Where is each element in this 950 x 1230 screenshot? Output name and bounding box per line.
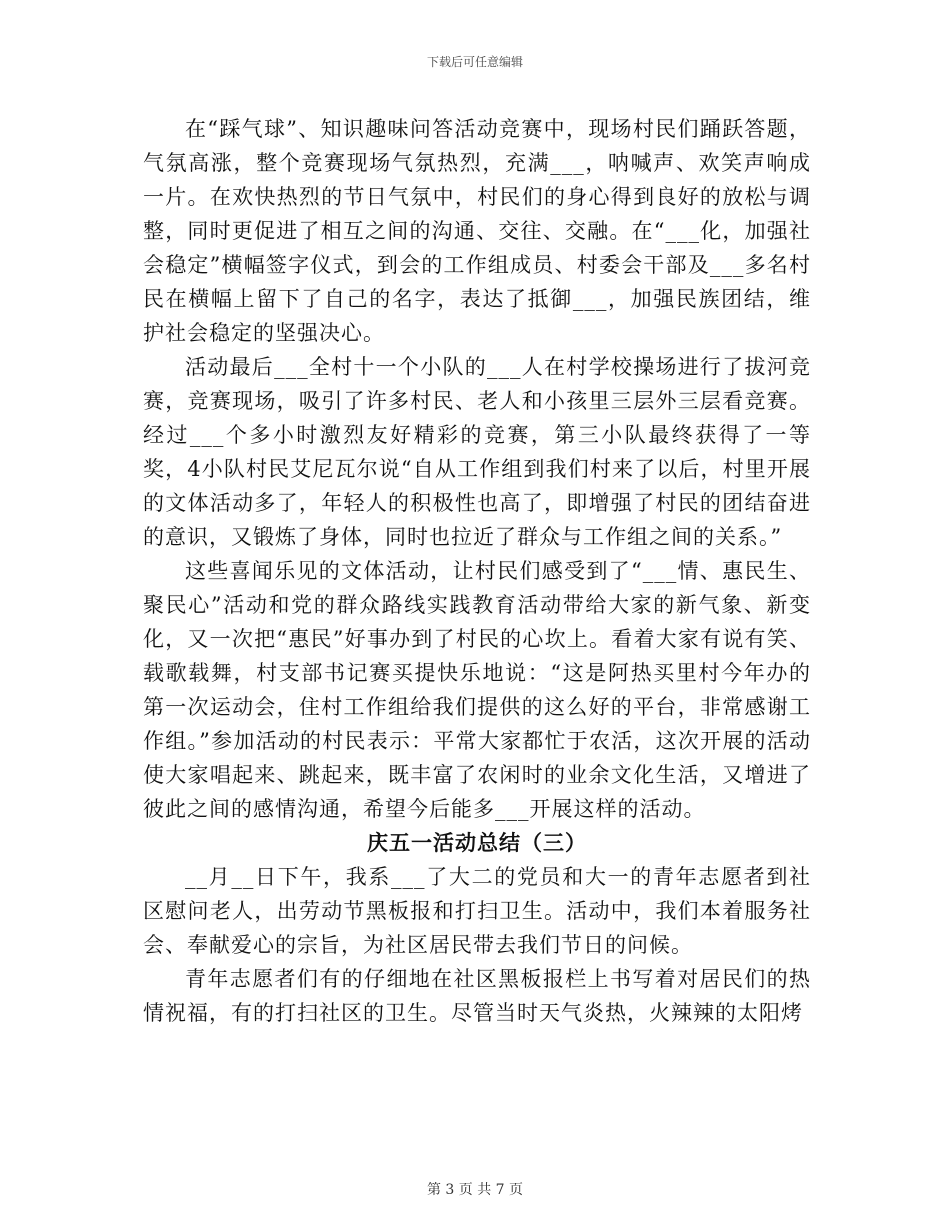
page-header: 下载后可任意编辑: [426, 55, 523, 69]
body-paragraph: 青年志愿者们有的仔细地在社区黑板报栏上书写着对居民们的热情祝福，有的打扫社区的卫生。尽管当时天气炎热，火辣辣的太阳烤: [143, 967, 811, 1025]
body-paragraph: 活动最后___全村十一个小队的___人在村学校操场进行了拔河竞赛，竞赛现场，吸引了许多村民、老人和小孩里三层外三层看竞赛。经过___个多小时激烈友好精彩的竞赛，第三小队最终获得了一等奖，4小队村民艾尼瓦尔说“自从工作组到我们村来了以后，村里开展的文体活动多了，年轻人的积极性也高了，即增强了村民的团结奋进的意识，又锻炼了身体，同时也拉近了群众与工作组之间的关系。”: [143, 355, 811, 549]
document-body: [143, 112, 811, 1030]
body-paragraph: 这些喜闻乐见的文体活动，让村民们感受到了“___情、惠民生、聚民心”活动和党的群众路线实践教育活动带给大家的新气象、新变化，又一次把“惠民”好事办到了村民的心坎上。看着大家有说有笑、载歌载舞，村支部书记赛买提快乐地说：“这是阿热买里村今年办的第一次运动会，住村工作组给我们提供的这么好的平台，非常感谢工作组。”参加活动的村民表示：平常大家都忙于农活，这次开展的活动使大家唱起来、跳起来，既丰富了农闲时的业余文化生活，又增进了彼此之间的感情沟通，希望今后能多___开展这样的活动。: [143, 559, 811, 821]
page-number: 第 3 页 共 7 页: [426, 1182, 524, 1198]
body-paragraph: 在“踩气球”、知识趣味问答活动竞赛中，现场村民们踊跃答题，气氛高涨，整个竞赛现场气氛热烈，充满___，呐喊声、欢笑声响成一片。在欢快热烈的节日气氛中，村民们的身心得到良好的放松与调整，同时更促进了相互之间的沟通、交往、交融。在“___化，加强社会稳定”横幅签字仪式，到会的工作组成员、村委会干部及___多名村民在横幅上留下了自己的名字，表达了抵御___，加强民族团结，维护社会稳定的坚强决心。: [143, 117, 811, 345]
body-paragraph: __月__日下午，我系___了大二的党员和大一的青年志愿者到社区慰问老人，出劳动节黑板报和打扫卫生。活动中，我们本着服务社会、奉献爱心的宗旨，为社区居民带去我们节日的问候。: [143, 865, 811, 957]
section-title: 庆五一活动总结（三）: [367, 830, 587, 855]
